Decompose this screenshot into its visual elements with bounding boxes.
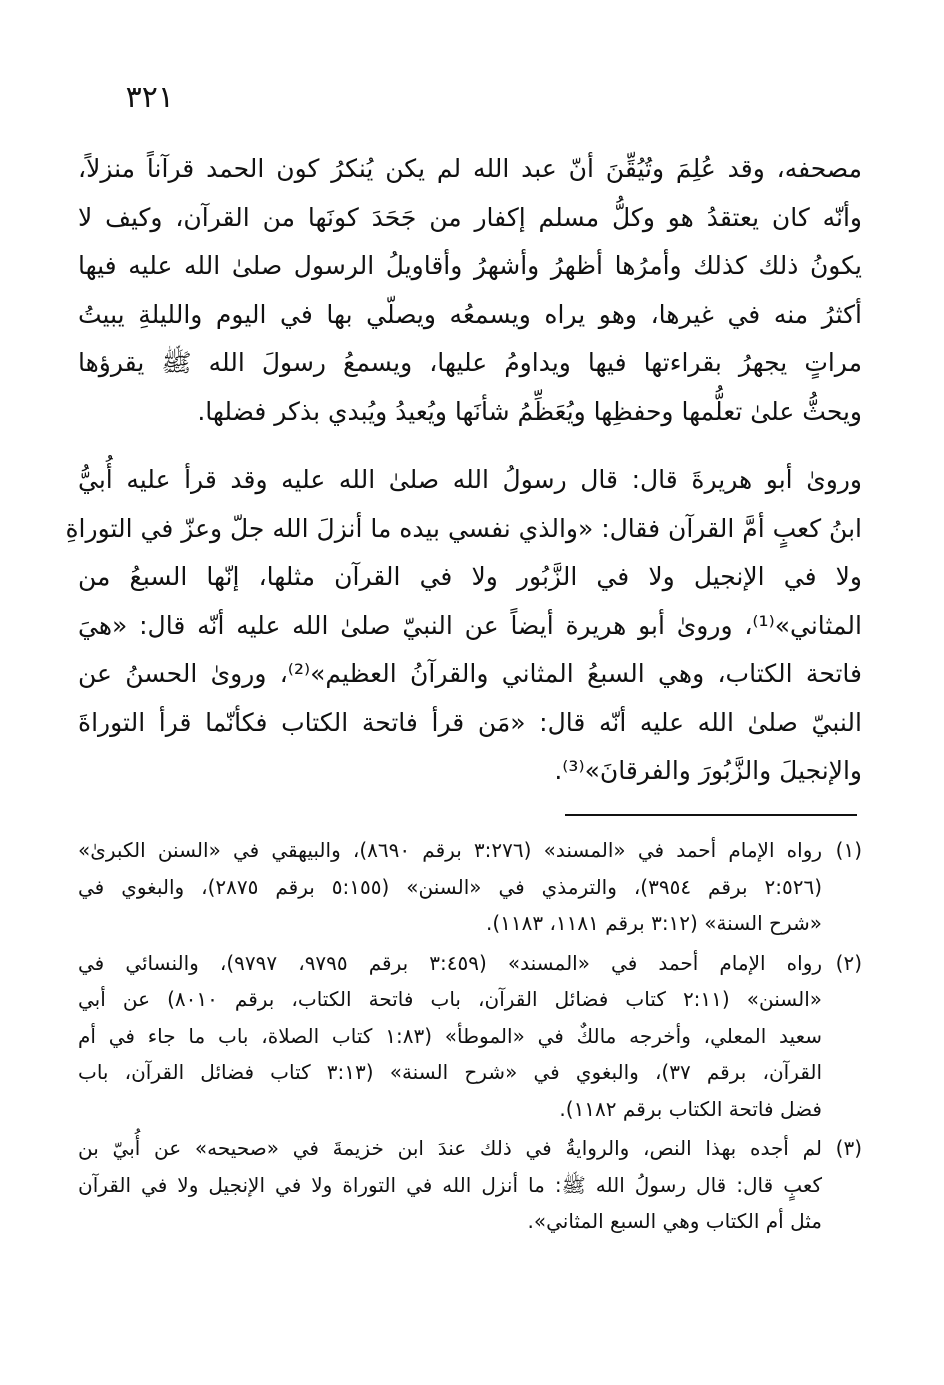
footnote-line: لم أجده بهذا النص، والروايةُ في ذلك عندَ ابن خزيمةَ في «صحيحه» عن أُبيّ بن	[78, 1136, 822, 1160]
text-line: المثاني»⁽¹⁾، وروىٰ أبو هريرة أيضاً عن النبيّ صلىٰ الله عليه أنّه قال: «هيَ	[78, 610, 862, 640]
text-line: ويحثُّ علىٰ تعلُّمها وحفظِها ويُعَظِّمُ شأنَها ويُعيدُ ويُبدي بذكر فضلها.	[197, 396, 862, 426]
text-line: والإنجيلَ والزَّبُورَ والفرقانَ»⁽³⁾.	[554, 756, 862, 785]
footnote-line: «السنن» (٢:١١ كتاب فضائل القرآن، باب فاتحة الكتاب، برقم ٨٠١٠) عن أبي	[78, 987, 822, 1011]
text-line: يكونُ ذلك كذلك وأمرُها أظهرُ وأشهرُ وأقاويلُ الرسول صلىٰ الله عليه فيها	[78, 251, 862, 280]
text-line: مراتٍ يجهرُ بقراءتها فيها ويداومُ عليها، ويسمعُ رسولَ الله ﷺ يقرؤها	[78, 348, 862, 377]
footnote-line: (٢:٥٢٦ برقم ٣٩٥٤)، والترمذي في «السنن» (٥:١٥٥ برقم ٢٨٧٥)، والبغوي في	[78, 874, 823, 899]
text-line: ابنُ كعبٍ أمَّ القرآن فقال: «والذي نفسي بيده ما أنزلَ الله جلّ وعزّ في التوراةِ	[65, 513, 862, 543]
footnote-1	[78, 832, 862, 942]
text-line: فاتحة الكتاب، وهي السبعُ المثاني والقرآنُ العظيم»⁽²⁾، وروىٰ الحسنُ عن	[78, 659, 862, 688]
footnote-line: «شرح السنة» (٣:١٢ برقم ١١٨١، ١١٨٣).	[485, 911, 822, 935]
footnote-line: كعبٍ قال: قال رسولُ الله ﷺ: ما أنزل الله في التوراة ولا في الإنجيل ولا في القرآن	[78, 1172, 822, 1197]
footnote-number: (١)	[835, 838, 862, 862]
text-line: مصحفه، وقد عُلِمَ وتُيُقِّنَ أنّ عبد الله لم يكن يُنكرُ كون الحمد قرآناً منزلاً،	[78, 154, 862, 183]
footnote-line: سعيد المعلي، وأخرجه مالكٌ في «الموطأ» (١:٨٣ كتاب الصلاة، باب ما جاء في أم	[78, 1023, 822, 1048]
footnote-number: (٣)	[835, 1136, 862, 1160]
text-line: أكثرُ منه في غيرها، وهو يراه ويسمعُه ويصلّي بها في اليوم والليلةِ يبيتُ	[78, 299, 862, 329]
text-line: النبيّ صلىٰ الله عليه أنّه قال: «مَن قرأ فاتحة الكتاب فكأنّما قرأ التوراةَ	[78, 707, 862, 737]
footnote-line: رواه الإمام أحمد في «المسند» (٣:٤٥٩ برقم ٩٧٩٥، ٩٧٩٧)، والنسائي في	[78, 950, 823, 975]
footnotes	[78, 832, 862, 1240]
text-line: ولا في الإنجيل ولا في الزَّبُور ولا في القرآن مثلها، إنّها السبعُ من	[78, 562, 862, 591]
text-line: وأنّه كان يعتقدُ هو وكلُّ مسلم إكفار من جَحَدَ كونَها من القرآن، وكيف لا	[78, 202, 862, 232]
footnote-separator	[565, 814, 857, 816]
paragraph-2	[65, 456, 862, 796]
main-text	[65, 145, 862, 796]
footnote-line: مثل أم الكتاب وهي السبع المثاني».	[527, 1209, 822, 1233]
footnote-number: (٢)	[835, 950, 862, 975]
text-line: وروىٰ أبو هريرةَ قال: قال رسولُ الله صلىٰ الله عليه وقد قرأ عليه أُبيُّ	[78, 465, 862, 494]
footnote-3	[78, 1130, 862, 1240]
page-number: ٣٢١	[125, 80, 174, 115]
footnote-line: رواه الإمام أحمد في «المسند» (٣:٢٧٦ برقم ٨٦٩٠)، والبيهقي في «السنن الكبرىٰ»	[78, 838, 823, 862]
paragraph-1	[78, 145, 862, 436]
footnote-2	[78, 945, 862, 1128]
footnote-line: القرآن، برقم ٣٧)، والبغوي في «شرح السنة» (٣:١٣ كتاب فضائل القرآن، باب	[78, 1060, 822, 1084]
paragraph-gap	[78, 436, 862, 456]
footnote-line: فضل فاتحة الكتاب برقم ١١٨٢).	[559, 1096, 822, 1121]
